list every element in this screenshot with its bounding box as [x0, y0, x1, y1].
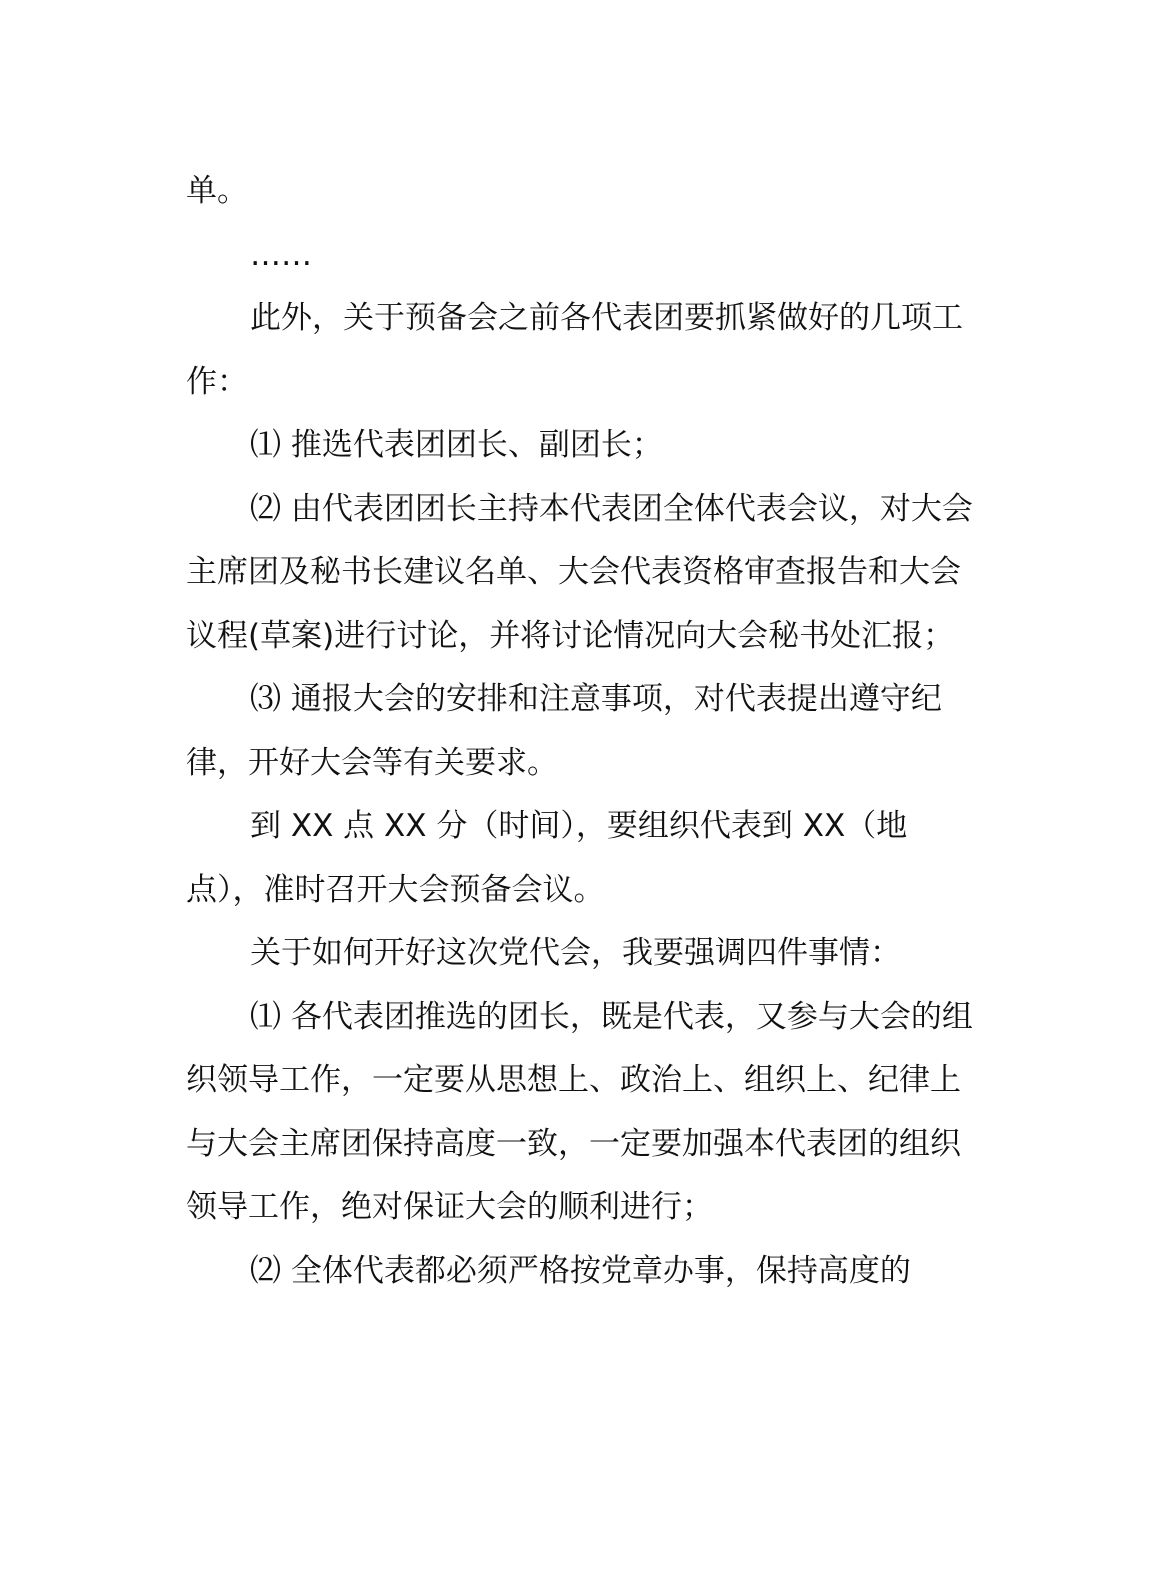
paragraph-ellipsis: ……	[250, 236, 312, 273]
list-item-point-2: ⑵ 全体代表都必须严格按党章办事，保持高度的	[250, 1252, 911, 1289]
paragraph-continuation: 单。	[186, 173, 248, 209]
list-item-task-2: ⑵ 由代表团团长主持本代表团全体代表会议，对大会主席团及秘书长建议名单、大会代表资格审查报告和大会议程(草案)进行讨论，并将讨论情况向大会秘书处汇报；	[186, 490, 973, 654]
list-item-point-1: ⑴ 各代表团推选的团长，既是代表，又参与大会的组织领导工作，一定要从思想上、政治上、组织上、纪律上与大会主席团保持高度一致，一定要加强本代表团的组织领导工作，绝对保证大会的顺利进行；	[186, 998, 973, 1225]
paragraph-four-points-intro: 关于如何开好这次党代会，我要强调四件事情：	[250, 935, 901, 971]
paragraph-meeting-time: 到 XX 点 XX 分（时间），要组织代表到 XX（地点），准时召开大会预备会议。	[186, 808, 908, 908]
document-body	[186, 160, 976, 1303]
paragraph-pre-meeting-tasks: 此外，关于预备会之前各代表团要抓紧做好的几项工作：	[186, 300, 963, 400]
list-item-task-3: ⑶ 通报大会的安排和注意事项，对代表提出遵守纪律，开好大会等有关要求。	[186, 681, 942, 781]
list-item-task-1: ⑴ 推选代表团团长、副团长；	[250, 427, 663, 463]
